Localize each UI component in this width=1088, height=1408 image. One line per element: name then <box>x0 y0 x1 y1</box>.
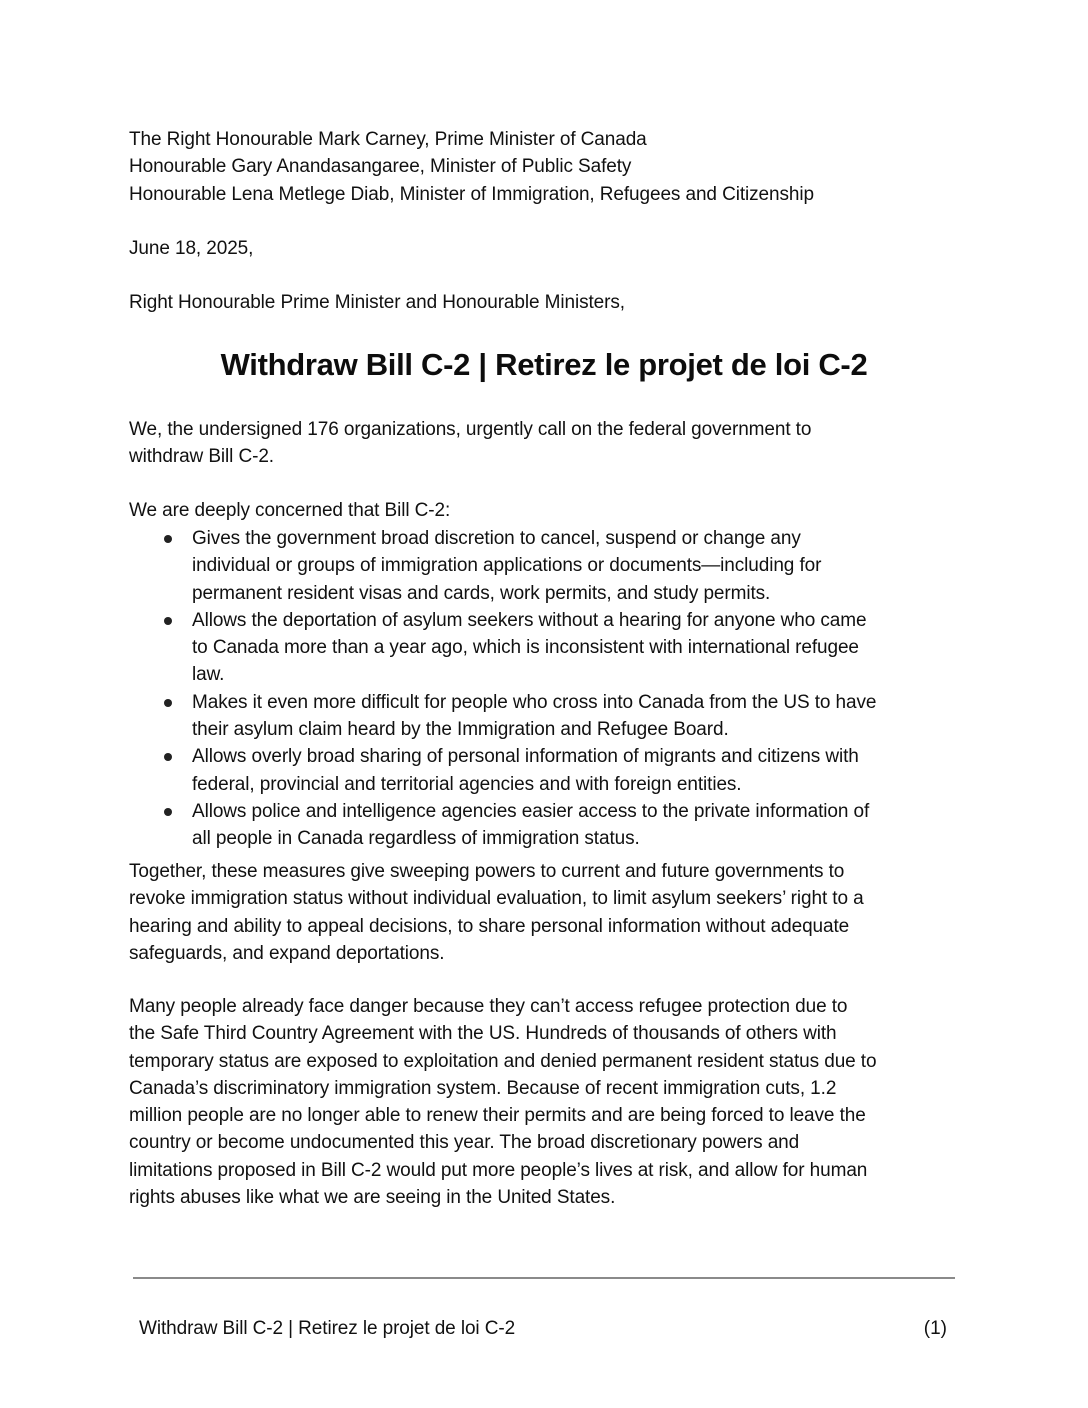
list-item <box>129 607 969 689</box>
paragraph-line: limitations proposed in Bill C-2 would put more people’s lives at risk, and allow for human <box>129 1159 868 1181</box>
list-item <box>129 743 969 798</box>
list-item-line: to Canada more than a year ago, which is inconsistent with international refugee <box>192 637 859 659</box>
salutation <box>129 289 969 316</box>
salutation-text: Right Honourable Prime Minister and Honourable Ministers, <box>129 292 625 313</box>
list-item-line: federal, provincial and territorial agencies and with foreign entities. <box>192 773 742 795</box>
concern-lead-text: We are deeply concerned that Bill C-2: <box>129 500 451 521</box>
paragraph-line: the Safe Third Country Agreement with the US. Hundreds of thousands of others with <box>129 1023 837 1045</box>
list-item-line: individual or groups of immigration applications or documents—including for <box>192 555 822 577</box>
page-number: (1) <box>923 1318 947 1339</box>
paragraph-line: hearing and ability to appeal decisions, to share personal information without adequate <box>129 915 850 937</box>
paragraph-line: temporary status are exposed to exploitation and denied permanent resident status due to <box>129 1050 877 1072</box>
date-text: June 18, 2025, <box>129 238 254 259</box>
list-item-line: law. <box>192 664 225 686</box>
concerns-list <box>129 525 969 853</box>
paragraph-line: We, the undersigned 176 organizations, urgently call on the federal government to <box>129 419 812 440</box>
bullet-icon <box>164 808 172 816</box>
list-item <box>129 798 969 853</box>
letter-date <box>129 235 969 262</box>
list-item-line: Allows overly broad sharing of personal information of migrants and citizens with <box>192 746 859 768</box>
footer-divider <box>133 1277 955 1279</box>
concern-lead <box>129 497 969 524</box>
addressee-line: Honourable Gary Anandasangaree, Minister of Public Safety <box>129 156 632 178</box>
bullet-icon <box>164 699 172 707</box>
together-paragraph <box>129 858 969 967</box>
list-item <box>129 689 969 744</box>
document-title: Withdraw Bill C-2 | Retirez le projet de loi C-2 <box>220 347 868 382</box>
list-item-line: their asylum claim heard by the Immigration and Refugee Board. <box>192 719 729 741</box>
list-item-line: all people in Canada regardless of immigration status. <box>192 828 640 850</box>
list-item <box>129 525 969 607</box>
paragraph-line: Together, these measures give sweeping powers to current and future governments to <box>129 861 845 882</box>
paragraph-line: withdraw Bill C-2. <box>129 446 274 468</box>
intro-paragraph <box>129 416 969 471</box>
many-people-paragraph <box>129 993 969 1211</box>
bullet-icon <box>164 617 172 625</box>
list-item-line: Allows the deportation of asylum seekers without a hearing for anyone who came <box>192 609 867 631</box>
paragraph-line: revoke immigration status without individual evaluation, to limit asylum seekers’ right to a <box>129 888 864 910</box>
addressee-line: The Right Honourable Mark Carney, Prime Minister of Canada <box>129 129 647 150</box>
bullet-icon <box>164 535 172 543</box>
paragraph-line: rights abuses like what we are seeing in the United States. <box>129 1187 616 1209</box>
paragraph-line: Many people already face danger because they can’t access refugee protection due to <box>129 996 848 1017</box>
addressee-block <box>129 126 969 208</box>
list-item-line: Gives the government broad discretion to cancel, suspend or change any <box>192 528 801 549</box>
list-item-line: Allows police and intelligence agencies easier access to the private information of <box>192 800 870 822</box>
paragraph-line: million people are no longer able to renew their permits and are being forced to leave the <box>129 1105 866 1127</box>
paragraph-line: country or become undocumented this year. The broad discretionary powers and <box>129 1132 800 1154</box>
list-item-line: permanent resident visas and cards, work permits, and study permits. <box>192 582 771 604</box>
paragraph-line: safeguards, and expand deportations. <box>129 942 445 964</box>
paragraph-line: Canada’s discriminatory immigration system. Because of recent immigration cuts, 1.2 <box>129 1077 837 1099</box>
footer-title: Withdraw Bill C-2 | Retirez le projet de loi C-2 <box>139 1318 516 1339</box>
bullet-icon <box>164 753 172 761</box>
list-item-line: Makes it even more difficult for people who cross into Canada from the US to have <box>192 691 877 713</box>
addressee-line: Honourable Lena Metlege Diab, Minister of Immigration, Refugees and Citizenship <box>129 183 814 205</box>
